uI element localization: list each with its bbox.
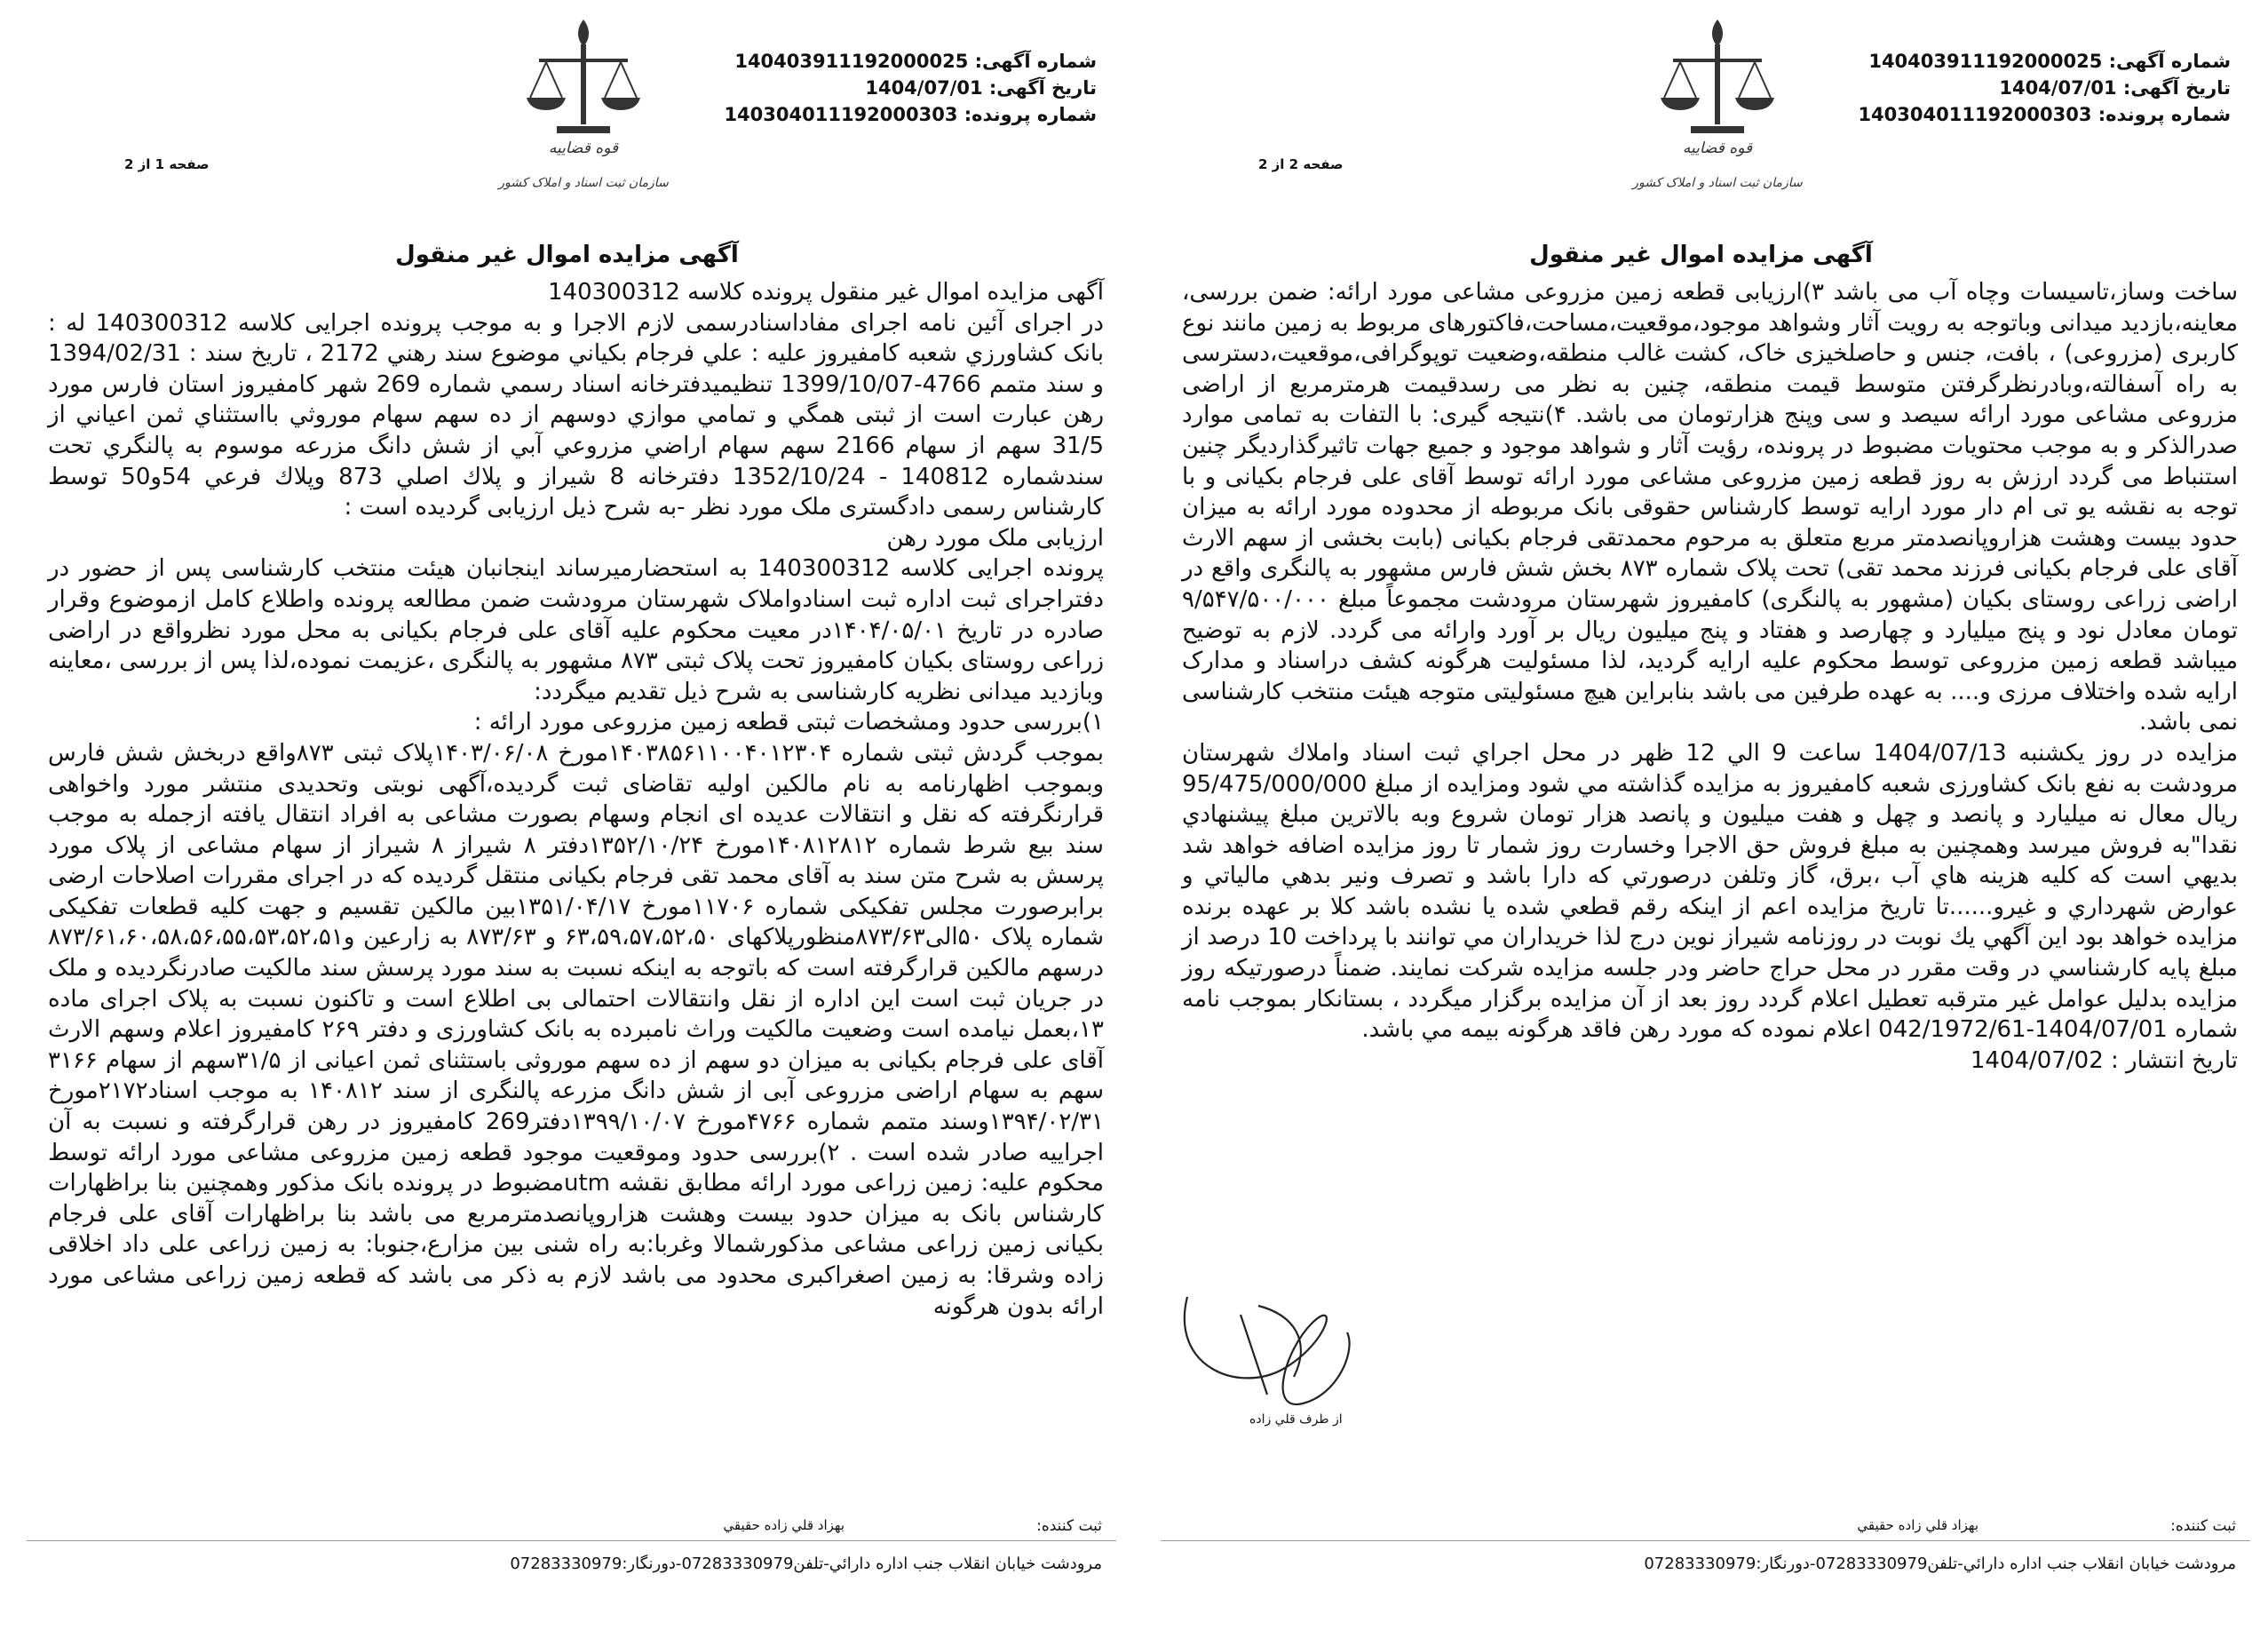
signature-caption: از طرف قلي زاده	[1249, 1412, 1343, 1427]
ad-number-label: شماره آگهی:	[2108, 51, 2231, 72]
body-paragraph: آگهی مزایده اموال غیر منقول پرونده کلاسه 140300312	[548, 279, 1104, 306]
registrar-name: بهزاد قلي زاده حقيقي	[723, 1517, 845, 1533]
registrar-line	[1187, 1517, 2236, 1537]
body-paragraph: بموجب گردش ثبتی شماره ۱۴۰۳۸۵۶۱۱۰۰۴۰۱۲۳۰۴مورخ ۱۴۰۳/۰۶/۰۸پلاک ثبتی ۸۷۳واقع دربخش شش فارس وبموجب اظهارنامه به نام مالکین اولیه تقاضای ثبت گردیده،آگهی نوبتی وتحدیدی منتشر مورد واخواهی قرارنگرفته که نقل و انتقالات عدیده ای انجام وسهام بصورت مشاعی به افراد انتقال یافته ازجمله به موجب سند بیع شرط شماره ۱۴۰۸۱۲۸۱۲مورخ ۱۳۵۲/۱۰/۲۴دفتر ۸ شیراز ۸ شیراز از سهام مشاعی از پلاک مورد پرسش به شرح متن سند به آقای محمد تقی فرجام بکیانی منتقل گردیده که در اجرای مقررات اصلاحات ارضی برابرصورت مجلس تفکیکی شماره ۱۱۷۰۶مورخ ۱۳۵۱/۰۴/۱۷بین مالکین تقسیم و جهت کلیه قطعات تفکیکی شماره پلاک ۵۰الی۸۷۳/۶۳منظورپلاکهای ۶۳،۵۹،۵۷،۵۲،۵۰ و ۸۷۳/۶۳ به زارعین و۸۷۳/۶۱،۶۰،۵۸،۵۶،۵۵،۵۳،۵۲،۵۱ درسهم مالکین قرارگرفته است که باتوجه به اینکه نسبت به سند مورد پرسش سند مالکیت صادرنگردیده و ملک در جریان ثبت است این اداره از نقل وانتقالات احتمالی بی اطلاع است و تاکنون نسبت به پلاک اجرای ماده ۱۳،بعمل نیامده است وضعیت مالکیت وراث نامبرده به بانک کشاورزی و دفتر ۲۶۹ کامفیروز اعلام وسهم الارث آقای علی فرجام بکیانی به میزان دو سهم از ده سهم موروثی باستثنای ثمن اعیانی از ۳۱/۵سهم از سهام ۳۱۶۶ سهم به سهام اراضی مزروعی آبی از شش دانگ مزرعه پالنگری از سند ۱۴۰۸۱۲ به موجب اسناد۲۱۷۲مورخ ۱۳۹۴/۰۲/۳۱وسند متمم شماره ۴۷۶۶مورخ ۱۳۹۹/۱۰/۰۷دفتر269 کامفیروز در رهن قرارگرفته و نسبت به آن اجراییه صادر شده است . ۲)بررسی حدود وموقعیت موجود قطعه زمین مزروعی مشاعی مورد ارائه توسط محکوم علیه: زمین زراعی مورد ارائه مطابق نقشه utmمضبوط در پرونده بانک مذکور وهمچنین بنا براظهارات کارشناس بانک به میزان حدود بیست وهشت هزاروپانصدمترمربع می باشد بنا براظهارات آقای علی فرجام بکیانی زمین زراعی مشاعی مذکورشمالا وغربا:به راه شنی بین مزارع،جنوبا: به زمین زراعی علی داد اخلاقی زاده وشرقا: به زمین اصغراکبری محدود می باشد لازم به ذکر می باشد که قطعه زمین زراعی مشاعی مورد ارائه بدون هرگونه	[48, 739, 1105, 1320]
ad-date-label: تاریخ آگهی:	[2122, 77, 2231, 99]
ad-number-label: شماره آگهی:	[974, 51, 1097, 72]
page-number: صفحه 1 از 2	[124, 156, 210, 172]
notice-body	[1182, 277, 2238, 1076]
footer-divider	[1161, 1540, 2250, 1541]
registrar-name: بهزاد قلي زاده حقيقي	[1857, 1517, 1979, 1533]
case-number: 140304011192000303	[1858, 104, 2092, 125]
notice-title: آگهی مزایده اموال غیر منقول	[395, 242, 739, 268]
body-paragraph: ساخت وساز،تاسیسات وچاه آب می باشد ۳)ارزیابی قطعه زمین مزروعی مشاعی مورد ارائه: ضمن بررسی، معاینه،بازدید میدانی وباتوجه به رویت آثار وشواهد موجود،موقعیت،مساحت،فاکتورهای مربوط به زمین مانند نوع کاربری (مزروعی) ، بافت، جنس و حاصلخیزی خاک، کشت غالب منطقه،وضعیت توپوگرافی،موقعیت،دسترسی به راه آسفالته،وبادرنظرگرفتن متوسط قیمت منطقه، چنین به نظر می رسدقیمت هرمترمربع از اراضی مزروعی مشاعی مورد ارائه سیصد و سی وپنج هزارتومان می باشد. ۴)نتیجه گیری: با التفات به تمامی موارد صدرالذکر و به موجب محتویات مضبوط در پرونده، رؤیت آثار و شواهد موجود و جمیع جهات تاثیرگذاردیگر چنین استنباط می گردد ارزش به روز قطعه زمین مزروعی مشاعی مورد ارائه توسط آقای علی فرجام بکیانی و با توجه به نقشه یو تی ام دار مورد ارایه توسط کارشناس حقوقی بانک مربوطه از محدوده مورد ارائه به میزان حدود بیست وهشت هزاروپانصدمتر مربع متعلق به مرحوم محمدتقی فرجام بکیانی (بابت بخشی از سهم الارث آقای علی فرجام بکیانی فرزند محمد تقی) تحت پلاک شماره ۸۷۳ بخش شش فارس مشهور به پالنگری واقع در اراضی زراعی روستای بکیان (مشهور به پالنگری) کامفیروز شهرستان مرودشت مجموعاً مبلغ ۹/۵۴۷/۵۰۰/۰۰۰ تومان معادل نود و پنج میلیارد و چهارصد و هفتاد و پنج میلیون ریال بر آورد وارائه می گردد. لازم به توضیح میباشد قطعه زمین مزروعی توسط محکوم علیه ارایه گردید، لذا مسئولیت هرگونه کشف دراسناد و مدارک ارایه شده واختلاف مرزی و.... به عهده طرفین می باشد بنابراین هیچ مسئولیتی متوجه هیئت منتخب کارشناسی نمی باشد.	[1182, 279, 2239, 736]
registrar-label: ثبت کننده:	[1036, 1517, 1102, 1535]
body-paragraph: ۱)بررسی حدود ومشخصات ثبتی قطعه زمین مزروعی مورد ارائه :	[473, 709, 1104, 736]
header-meta	[724, 48, 1097, 128]
body-paragraph: در اجرای آئین نامه اجرای مفاداسنادرسمی لازم الاجرا و به موجب پرونده اجرایی کلاسه 140300312 له : بانک کشاورزي شعبه کامفیروز علیه : علي فرجام بکياني موضوع سند رهني 2172 ، تاریخ سند : 1394/02/31 و سند متمم 4766-1399/10/07 تنظیمیدفترخانه اسناد رسمي شماره 269 شهر کامفیروز استان فارس مورد رهن عبارت است از ثبتی همگي و تمامي موازي دوسهم از ده سهم سهام موروثي بااستثناي ثمن اعياني از 31/5 سهم از سهام 2166 سهم سهام اراضي مزروعي آبي از شش دانگ مزرعه موسوم به پالنگري تحت سندشماره 140812 - 1352/10/24 دفترخانه 8 شیراز و پلاك اصلي 873 وپلاك فرعي 54و50 توسط کارشناس رسمی دادگستری ملک مورد نظر -به شرح ذیل ارزیابی گردیده است :	[48, 309, 1105, 521]
publish-date: تاریخ انتشار : 1404/07/02	[1970, 1046, 2238, 1074]
case-number-label: شماره پرونده:	[964, 104, 1097, 125]
judiciary-emblem-icon	[495, 11, 672, 197]
logo-bottom-text: سازمان ثبت اسناد و املاک کشور	[1632, 176, 1803, 190]
case-number: 140304011192000303	[724, 104, 958, 125]
logo-top-text: قوه قضاییه	[548, 139, 619, 157]
logo-top-text: قوه قضاییه	[1682, 139, 1753, 157]
judiciary-emblem-icon	[1629, 11, 1806, 197]
ad-date-label: تاریخ آگهی:	[988, 77, 1097, 99]
ad-date: 1404/07/01	[865, 77, 983, 99]
office-address: مرودشت خيابان انقلاب جنب اداره دارائي-تلفن07283330979-دورنگار:07283330979	[510, 1554, 1102, 1573]
case-number-label: شماره پرونده:	[2098, 104, 2231, 125]
body-paragraph: پرونده اجرایی کلاسه 140300312 به استحضارمیرساند اینجانبان هیئت منتخب کارشناسی پس از حضور در دفتراجرای ثبت اداره ثبت اسنادواملاک شهرستان مرودشت ضمن مطالعه پرونده واطلاع کامل ازموضوع وقرار صادره در تاریخ ۱۴۰۴/۰۵/۰۱در معیت محکوم علیه آقای علی فرجام بکیانی به محل مورد نظرواقع در اراضی زراعی روستای بکیان کامفیروز تحت پلاک ثبتی ۸۷۳ مشهور به پالنگری ،عزیمت نموده،لذا پس از بررسی ،معاینه وبازدید میدانی نظریه کارشناسی به شرح ذیل تقدیم میگردد:	[48, 555, 1105, 705]
ad-date: 1404/07/01	[1999, 77, 2117, 99]
registrar-line	[53, 1517, 1102, 1537]
header-meta	[1858, 48, 2231, 128]
registrar-label: ثبت کننده:	[2170, 1517, 2236, 1535]
ad-number: 140403911192000025	[1868, 51, 2103, 72]
body-paragraph: مزایده در روز يكشنبه 1404/07/13 ساعت 9 الي 12 ظهر در محل اجراي ثبت اسناد واملاك شهرستان مرودشت به نفع بانک کشاورزی شعبه کامفیروز به مزایده گذاشته مي شود ومزایده از مبلغ 95/475/000/000 ريال معال نه ميليارد و پانصد و چهل و هفت ميليون و پانصد هزار تومان شروع وبه بالاترين مبلغ پيشنهادي نقدا"به فروش ميرسد وهمچنين به مبلغ فروش حق الاجرا وخسارت روز شمار تا روز مزايده اضافه خواهد شد بديهي است كه كليه هزينه هاي آب ،برق، گاز وتلفن درصورتي كه دارا باشد و تصرف ونير بدهي مالياتي و عوارض شهرداري و غيرو......تا تاريخ مزايده اعم از اينكه رقم قطعي شده يا نشده باشد كلا بر عهده برنده مزايده خواهد بود اين آگهي يك نوبت در روزنامه شيراز نوين درج لذا خريداران مي توانند با پرداخت 10 درصد از مبلغ پايه كارشناسي در وقت مقرر در محل حراج حاضر ودر جلسه مزايده شركت نمايند. ضمناً درصورتيكه روز مزايده بدليل عوامل غير مترقبه تعطيل اعلام گردد روز بعد از آن مزايده برگزار ميگردد ، بستانكار بموجب نامه شماره 1404/07/01-042/1972/61 اعلام نموده كه مورد رهن فاقد هرگونه بيمه مي باشد.	[1182, 739, 2238, 1044]
office-address: مرودشت خيابان انقلاب جنب اداره دارائي-تلفن07283330979-دورنگار:07283330979	[1644, 1554, 2236, 1573]
notice-body	[48, 277, 1104, 1322]
footer-divider	[27, 1540, 1116, 1541]
body-paragraph: ارزيابی ملک مورد رهن	[886, 524, 1104, 552]
page-number: صفحه 2 از 2	[1258, 156, 1344, 172]
notice-title: آگهی مزایده اموال غیر منقول	[1529, 242, 1873, 268]
ad-number: 140403911192000025	[734, 51, 969, 72]
logo-bottom-text: سازمان ثبت اسناد و املاک کشور	[498, 176, 669, 190]
page-two	[1134, 0, 2268, 1630]
